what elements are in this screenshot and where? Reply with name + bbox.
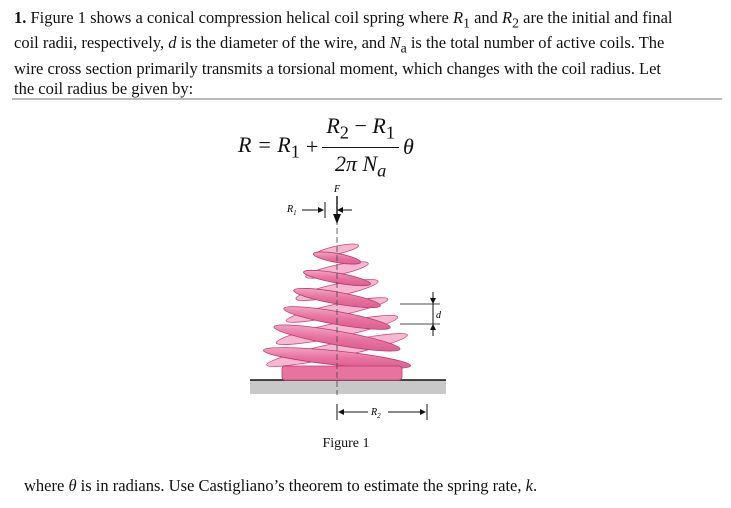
r2-arrow-left (338, 409, 344, 415)
d-arrow-top (430, 298, 436, 304)
equation-plus: + (305, 134, 319, 159)
equation-lhs-sub: 1 (290, 141, 300, 162)
var-r2-sub: 2 (512, 15, 519, 31)
var-r2: R (502, 8, 513, 27)
coil-radius-equation (238, 112, 414, 182)
num-minus: − (354, 113, 367, 139)
den-sub: a (377, 159, 387, 180)
num-r2: R (326, 113, 340, 139)
equation-fraction (322, 113, 399, 181)
fraction-denominator (335, 148, 386, 181)
force-arrow-head (333, 214, 341, 224)
footer-theta: θ (68, 476, 77, 495)
r2-label-text: R (371, 407, 378, 418)
r1-arrow-head (318, 207, 324, 213)
footer-text-3: . (532, 476, 538, 495)
r2-arrow-right (420, 409, 426, 415)
footer-text-2: is in radians. Use Castigliano’s theorem to estimate the spring rate, (76, 476, 526, 495)
divider (12, 98, 722, 100)
footer-k: k (525, 476, 533, 495)
var-d: d (168, 33, 177, 53)
r1-arrow-head-right (337, 207, 343, 213)
var-r1-sub: 1 (463, 15, 470, 31)
var-na: N (389, 33, 401, 53)
r1-label-sub: 1 (293, 209, 297, 217)
ground-base (250, 380, 446, 394)
problem-text-1: Figure 1 shows a conical compression helical coil spring where (26, 8, 453, 27)
r2-label-sub: 2 (377, 412, 381, 420)
r2-label (370, 407, 381, 420)
num-r2-sub: 2 (339, 122, 349, 143)
num-r1: R (372, 113, 386, 139)
problem-statement (14, 8, 674, 99)
fraction-numerator (322, 113, 399, 147)
spring-figure (240, 180, 460, 435)
r1-label-text: R (287, 204, 294, 215)
num-r1-sub: 1 (385, 122, 395, 143)
problem-text-2: and (469, 8, 503, 27)
spring-bottom-coil (282, 366, 402, 380)
equation-theta: θ (403, 134, 414, 159)
footer-text (24, 476, 537, 496)
problem-text-3: are the initial and final coil radii, respectively, (14, 8, 673, 53)
force-label: F (334, 184, 341, 195)
var-r1: R (452, 8, 464, 27)
figure-caption: Figure 1 (322, 436, 370, 451)
problem-number: 1. (14, 8, 27, 27)
footer-text-1: where (24, 476, 69, 495)
equation-lhs (238, 132, 300, 162)
r1-label (286, 204, 297, 217)
d-arrow-bottom (430, 324, 436, 330)
problem-text-5: is the total number of active coils. The wire cross section primarily transmits a torsional moment, which changes with the coil radius. Let the coil radius be given by: (14, 33, 665, 98)
problem-text-4: is the diameter of the wire, and (176, 33, 390, 53)
d-label: d (436, 310, 441, 321)
equation-lhs-text: R = R (238, 131, 291, 157)
den-text: 2π N (334, 150, 378, 176)
var-na-sub: a (400, 40, 407, 56)
